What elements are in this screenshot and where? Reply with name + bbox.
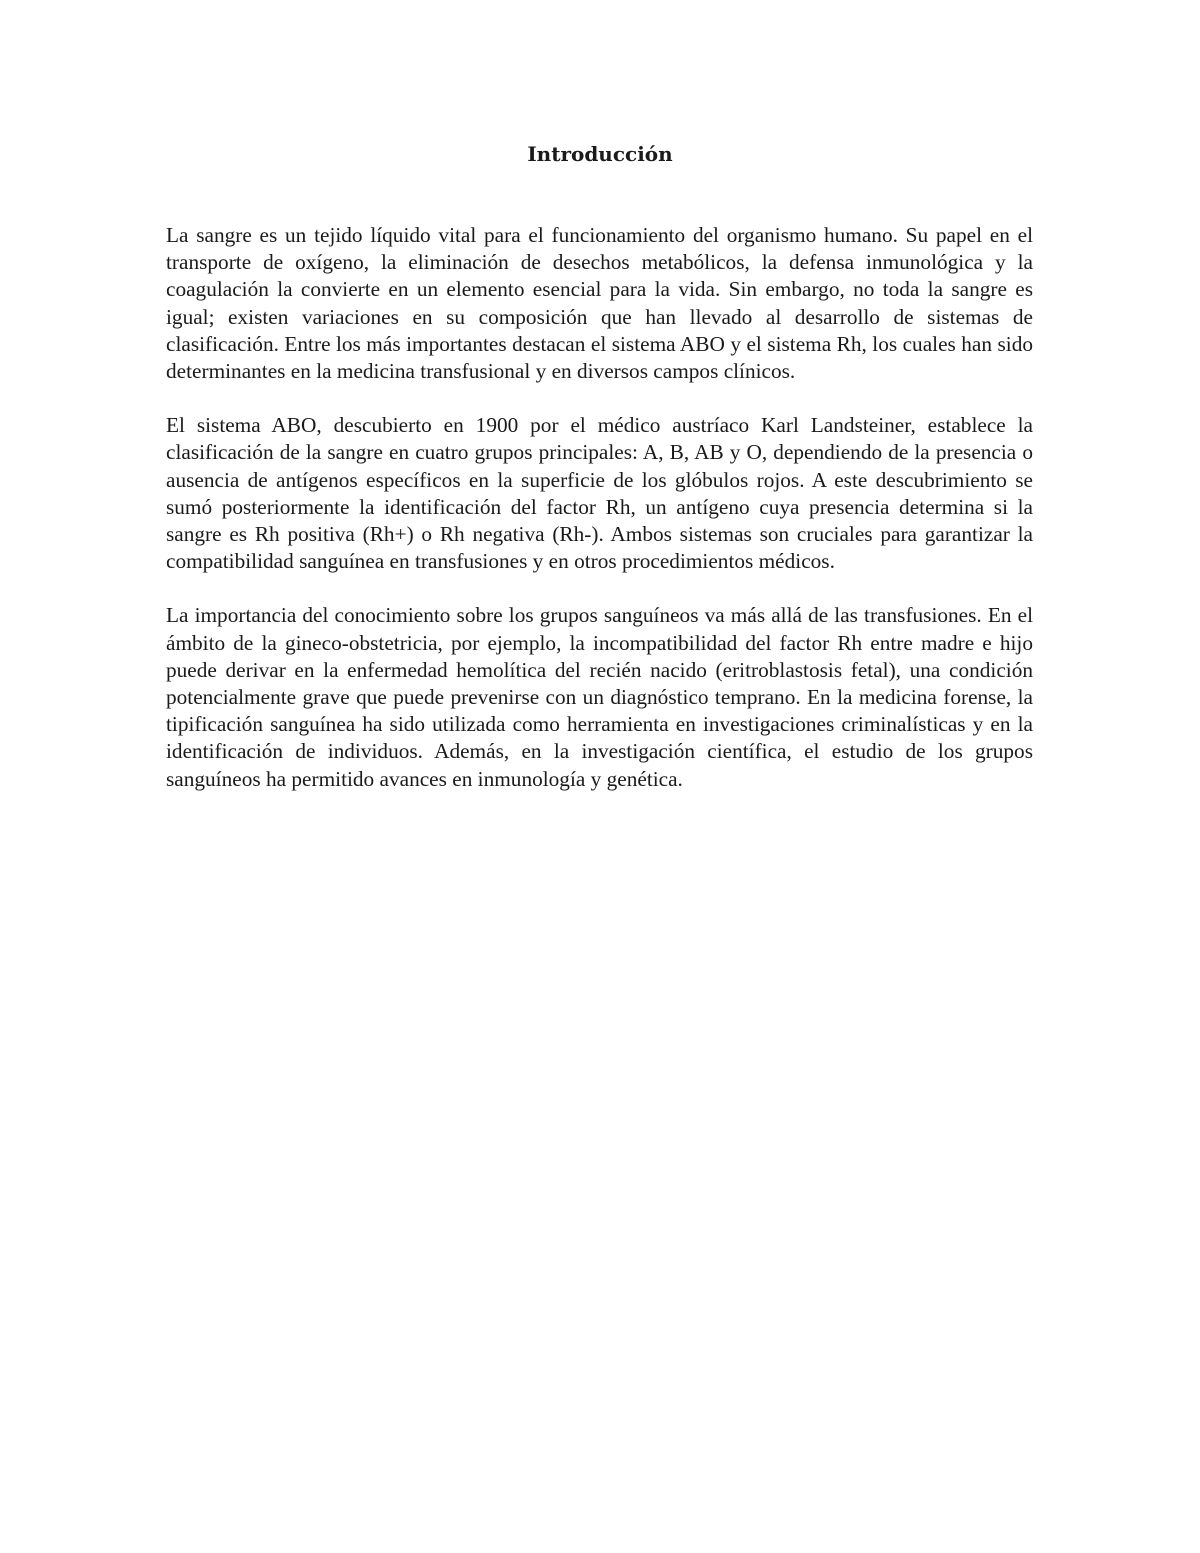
- document-title: Introducción: [527, 142, 673, 166]
- paragraph: La importancia del conocimiento sobre los grupos sanguíneos va más allá de las transfusiones. En el ámbito de la gineco-obstetricia, por ejemplo, la incompatibilidad del factor Rh entre madre e hijo puede derivar en la enfermedad hemolítica del recién nacido (eritroblastosis fetal), una condición potencialmente grave que puede prevenirse con un diagnóstico temprano. En la medicina forense, la tipificación sanguínea ha sido utilizada como herramienta en investigaciones criminalísticas y en la identificación de individuos. Además, en la investigación científica, el estudio de los grupos sanguíneos ha permitido avances en inmunología y genética.: [166, 603, 1033, 791]
- document-body: [166, 222, 1033, 820]
- paragraph: El sistema ABO, descubierto en 1900 por el médico austríaco Karl Landsteiner, establece la clasificación de la sangre en cuatro grupos principales: A, B, AB y O, dependiendo de la presencia o ausencia de antígenos específicos en la superficie de los glóbulos rojos. A este descubrimiento se sumó posteriormente la identificación del factor Rh, un antígeno cuya presencia determina si la sangre es Rh positiva (Rh+) o Rh negativa (Rh-). Ambos sistemas son cruciales para garantizar la compatibilidad sanguínea en transfusiones y en otros procedimientos médicos.: [166, 413, 1033, 574]
- paragraph: La sangre es un tejido líquido vital para el funcionamiento del organismo humano. Su papel en el transporte de oxígeno, la eliminación de desechos metabólicos, la defensa inmunológica y la coagulación la convierte en un elemento esencial para la vida. Sin embargo, no toda la sangre es igual; existen variaciones en su composición que han llevado al desarrollo de sistemas de clasificación. Entre los más importantes destacan el sistema ABO y el sistema Rh, los cuales han sido determinantes en la medicina transfusional y en diversos campos clínicos.: [166, 223, 1033, 384]
